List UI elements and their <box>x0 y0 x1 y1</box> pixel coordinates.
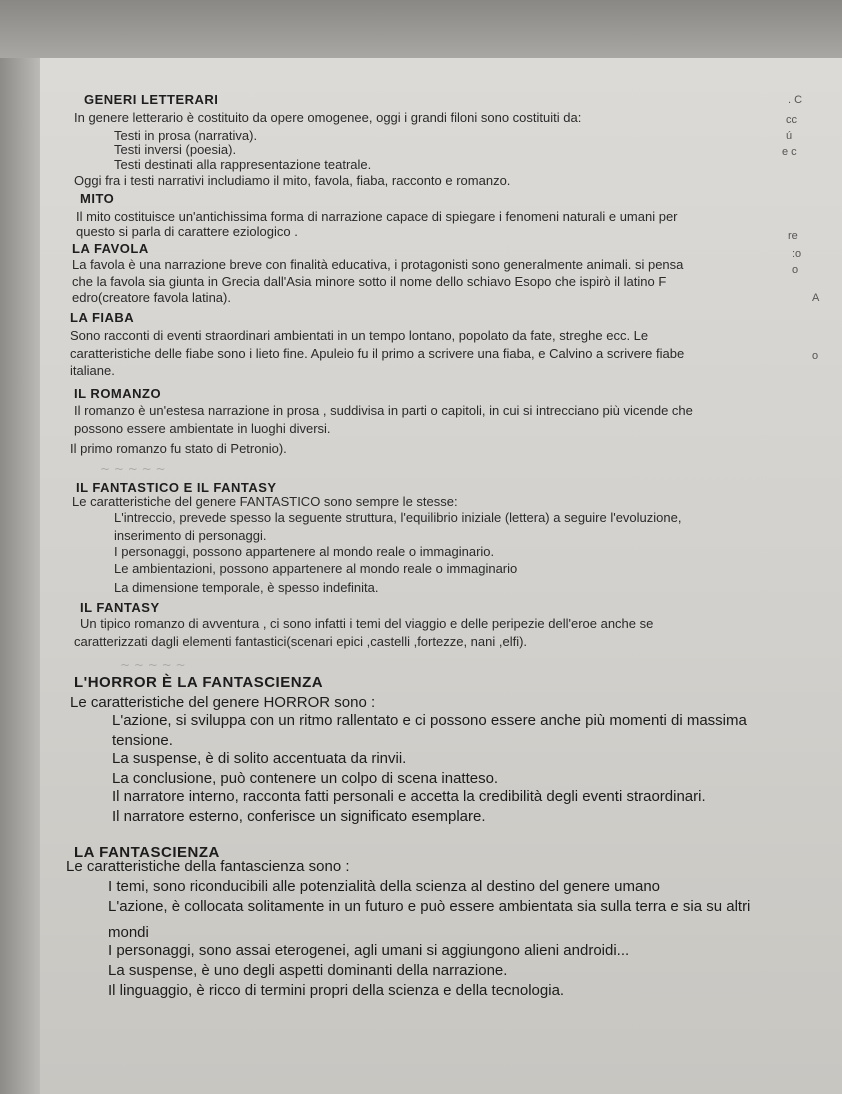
margin-mark: e c <box>782 146 797 158</box>
list-item: L'intreccio, prevede spesso la seguente struttura, l'equilibrio iniziale (lettera) a seguire l'evoluzione, <box>114 510 682 525</box>
list-item: Il narratore esterno, conferisce un significato esemplare. <box>112 808 486 825</box>
list-item: Il linguaggio, è ricco di termini propri della scienza e della tecnologia. <box>108 982 565 999</box>
list-item: I personaggi, possono appartenere al mondo reale o immaginario. <box>114 544 495 559</box>
margin-mark: cc <box>786 114 797 126</box>
list-item: La conclusione, può contenere un colpo di scena inatteso. <box>112 770 499 787</box>
list-item: Le ambientazioni, possono appartenere al mondo reale o immaginario <box>114 561 518 576</box>
faded-handwriting: ~ ~ ~ ~ ~ <box>120 658 186 672</box>
section-heading-fantascienza: LA FANTASCIENZA <box>74 844 220 861</box>
paragraph-line: Sono racconti di eventi straordinari ambientati in un tempo lontano, popolato da fate, streghe ecc. Le <box>70 328 649 343</box>
paragraph-line: caratterizzati dagli elementi fantastici(scenari epici ,castelli ,fortezze, nani ,elfi). <box>74 634 528 649</box>
margin-mark: :o <box>792 248 802 260</box>
paragraph-line: edro(creatore favola latina). <box>72 290 231 305</box>
paragraph-line: La favola è una narrazione breve con finalità educativa, i protagonisti sono generalmente animali. si pensa <box>72 257 684 272</box>
paragraph-line: Le caratteristiche del genere HORROR sono : <box>70 694 376 711</box>
paragraph-line: Le caratteristiche del genere FANTASTICO sono sempre le stesse: <box>72 494 458 509</box>
document-page <box>40 58 842 1094</box>
intro-line: In genere letterario è costituito da opere omogenee, oggi i grandi filoni sono costituiti da: <box>74 110 582 125</box>
section-heading-fiaba: LA FIABA <box>70 310 135 325</box>
list-item: mondi <box>108 924 149 941</box>
margin-mark: A <box>812 292 820 304</box>
paragraph-line: Il romanzo è un'estesa narrazione in prosa , suddivisa in parti o capitoli, in cui si intrecciano più vicende che <box>74 403 693 418</box>
intro-list-item: Testi inversi (poesia). <box>114 142 237 157</box>
list-item: L'azione, è collocata solitamente in un futuro e può essere ambientata sia sulla terra e sia su altri <box>108 898 751 915</box>
margin-mark: o <box>792 264 799 276</box>
section-heading-favola: LA FAVOLA <box>72 241 149 256</box>
paragraph-line: possono essere ambientate in luoghi diversi. <box>74 421 331 436</box>
list-item: I personaggi, sono assai eterogenei, agli umani si aggiungono alieni androidi... <box>108 942 630 959</box>
list-item: L'azione, si sviluppa con un ritmo rallentato e ci possono essere anche più momenti di massima <box>112 712 747 729</box>
intro-line: Oggi fra i testi narrativi includiamo il mito, favola, fiaba, racconto e romanzo. <box>74 173 511 188</box>
faded-handwriting: ~ ~ ~ ~ ~ <box>100 462 166 476</box>
paragraph-line: caratteristiche delle fiabe sono i lieto fine. Apuleio fu il primo a scrivere una fiaba, e Calvino a scrivere fiabe <box>70 346 685 361</box>
section-heading-horror: L'HORROR È LA FANTASCIENZA <box>74 674 324 691</box>
paragraph-line: Il primo romanzo fu stato di Petronio). <box>70 441 287 456</box>
paragraph-line: che la favola sia giunta in Grecia dall'Asia minore sotto il nome dello schiavo Esopo che ispirò il latino F <box>72 274 667 289</box>
background-edge <box>0 0 842 58</box>
list-item: La suspense, è di solito accentuata da rinvii. <box>112 750 407 767</box>
list-item: tensione. <box>112 732 173 749</box>
paragraph-line: Il mito costituisce un'antichissima forma di narrazione capace di spiegare i fenomeni naturali e umani per <box>76 209 678 224</box>
section-heading-romanzo: IL ROMANZO <box>74 386 162 401</box>
paragraph-line: italiane. <box>70 363 115 378</box>
margin-mark: o <box>812 350 819 362</box>
margin-mark: . C <box>788 94 803 106</box>
list-item: La suspense, è uno degli aspetti dominanti della narrazione. <box>108 962 508 979</box>
list-item: La dimensione temporale, è spesso indefinita. <box>114 580 379 595</box>
margin-mark: re <box>788 230 798 242</box>
background-side <box>0 58 40 1094</box>
list-item: inserimento di personaggi. <box>114 528 267 543</box>
list-item: I temi, sono riconducibili alle potenzialità della scienza al destino del genere umano <box>108 878 660 895</box>
margin-mark: ú <box>786 130 793 142</box>
paragraph-line: questo si parla di carattere eziologico . <box>76 224 298 239</box>
intro-list-item: Testi in prosa (narrativa). <box>114 128 258 143</box>
intro-list-item: Testi destinati alla rappresentazione teatrale. <box>114 157 372 172</box>
paragraph-line: Le caratteristiche della fantascienza sono : <box>66 858 350 875</box>
section-heading-mito: MITO <box>80 191 115 206</box>
paragraph-line: Un tipico romanzo di avventura , ci sono infatti i temi del viaggio e delle peripezie dell'eroe anche se <box>80 616 654 631</box>
list-item: Il narratore interno, racconta fatti personali e accetta la credibilità degli eventi straordinari. <box>112 788 706 805</box>
page-title: GENERI LETTERARI <box>84 92 219 107</box>
section-heading-fantastico: IL FANTASTICO E IL FANTASY <box>76 480 277 495</box>
section-heading-fantasy: IL FANTASY <box>80 600 160 615</box>
